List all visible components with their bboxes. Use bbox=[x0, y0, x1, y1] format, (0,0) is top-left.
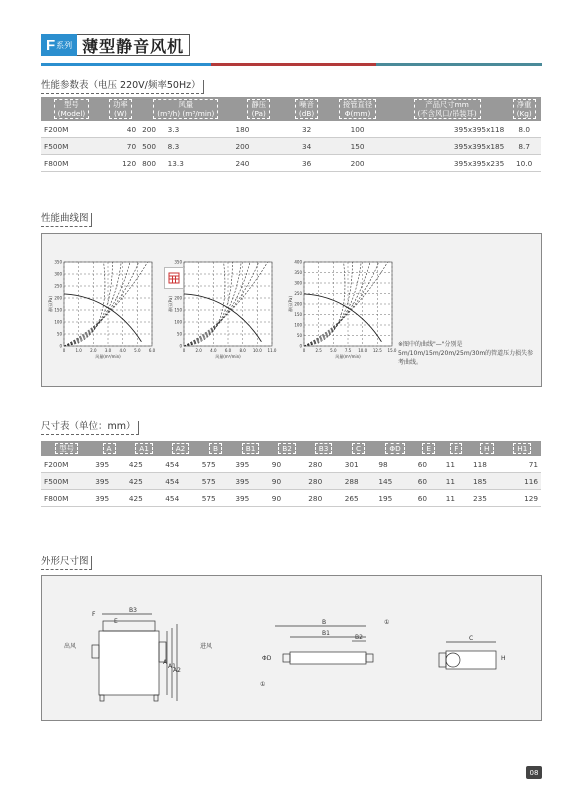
dims-cell: 395 bbox=[232, 490, 268, 507]
dims-cell: 425 bbox=[126, 456, 162, 473]
dims-cell: 280 bbox=[305, 473, 341, 490]
dims-header-cell bbox=[162, 441, 198, 456]
dims-cell: 280 bbox=[305, 456, 341, 473]
y-tick-label: 350 bbox=[174, 259, 182, 265]
x-tick-label: 10.0 bbox=[358, 348, 368, 353]
header-rule-teal bbox=[376, 63, 542, 66]
dims-cell: 145 bbox=[375, 473, 414, 490]
dims-header-cell bbox=[199, 441, 233, 456]
dims-cell: 90 bbox=[269, 490, 305, 507]
table-row bbox=[41, 490, 541, 507]
table-row: F200M 40 200 3.3 180 32 100 395x395x118 8.0 bbox=[41, 121, 541, 138]
dims-header-label: F bbox=[450, 443, 462, 454]
dims-section-title: 尺寸表（单位：mm） bbox=[41, 421, 139, 435]
y-tick-label: 100 bbox=[174, 319, 182, 325]
outline-panel bbox=[41, 575, 542, 721]
dims-cell: 301 bbox=[342, 456, 376, 473]
front-label-a2: A2 bbox=[173, 667, 181, 674]
table-row bbox=[41, 473, 541, 490]
dims-header-label: A2 bbox=[172, 443, 190, 454]
dims-cell: 395 bbox=[92, 456, 126, 473]
dims-header-label: H1 bbox=[513, 443, 531, 454]
x-tick-label: 2.5 bbox=[315, 348, 322, 353]
dims-cell: 425 bbox=[126, 473, 162, 490]
dims-header-label: A bbox=[103, 443, 116, 454]
y-tick-label: 50 bbox=[296, 333, 302, 338]
side-label-circle: ① bbox=[384, 619, 390, 626]
x-tick-label: 1.0 bbox=[75, 348, 82, 353]
dims-cell: 129 bbox=[504, 490, 541, 507]
dims-cell: 60 bbox=[415, 490, 443, 507]
page-title: 薄型静音风机 bbox=[77, 34, 190, 56]
y-tick-label: 150 bbox=[294, 312, 302, 317]
dims-cell: 90 bbox=[269, 456, 305, 473]
x-axis-label: 风量(m³/min) bbox=[215, 354, 241, 359]
front-label-inlet: 进风 bbox=[200, 643, 213, 650]
dims-cell: 395 bbox=[92, 473, 126, 490]
x-tick-label: 6.0 bbox=[148, 348, 156, 353]
x-axis-label: 风量(m³/min) bbox=[95, 354, 121, 359]
x-tick-label: 0 bbox=[182, 348, 186, 353]
end-label-c: C bbox=[469, 635, 474, 642]
page-header bbox=[41, 34, 190, 56]
dims-cell: 11 bbox=[443, 490, 470, 507]
y-tick-label: 100 bbox=[54, 319, 62, 325]
x-tick-label: 12.5 bbox=[372, 348, 382, 353]
dims-header-cell bbox=[342, 441, 376, 456]
front-label-a1: A1 bbox=[168, 663, 176, 670]
end-view bbox=[439, 635, 506, 669]
dims-header-cell bbox=[470, 441, 504, 456]
x-tick-label: 10.0 bbox=[252, 348, 262, 353]
dims-header-cell bbox=[415, 441, 443, 456]
dims-header-label: ΦD bbox=[385, 443, 404, 454]
dims-cell: 90 bbox=[269, 473, 305, 490]
y-tick-label: 300 bbox=[54, 271, 62, 277]
front-label-outlet: 出风 bbox=[64, 643, 77, 650]
x-tick-label: 5.0 bbox=[134, 348, 141, 353]
x-axis-label: 风量(m³/min) bbox=[335, 354, 361, 359]
front-label-f: F bbox=[92, 611, 96, 618]
x-tick-label: 6.0 bbox=[224, 348, 232, 353]
dims-cell: 575 bbox=[199, 490, 233, 507]
dims-header-label: B1 bbox=[242, 443, 260, 454]
perf-section-title: 性能参数表（电压 220V/频率50Hz） bbox=[41, 80, 204, 94]
header-rule-red bbox=[211, 63, 376, 66]
curves-note: ※图中的曲线"—"分别是5m/10m/15m/20m/25m/30m的管道压力损失参考曲线。 bbox=[398, 341, 534, 366]
dims-cell: 116 bbox=[504, 473, 541, 490]
dims-header-label: 型号 bbox=[55, 443, 78, 454]
dims-header-cell bbox=[126, 441, 162, 456]
y-tick-label: 400 bbox=[294, 259, 302, 265]
dims-header-cell bbox=[232, 441, 268, 456]
x-tick-label: 11.0 bbox=[267, 348, 277, 353]
perf-table bbox=[41, 97, 541, 172]
curves-section-title: 性能曲线图 bbox=[41, 213, 92, 227]
side-label-b: B bbox=[322, 619, 327, 626]
front-label-e: E bbox=[114, 618, 118, 625]
y-tick-label: 50 bbox=[176, 331, 182, 337]
header-rule-blue bbox=[41, 63, 211, 66]
dims-header-label: B3 bbox=[315, 443, 333, 454]
dims-cell: 265 bbox=[342, 490, 376, 507]
x-tick-label: 0 bbox=[62, 348, 66, 353]
curves-panel bbox=[41, 233, 542, 387]
x-tick-label: 0 bbox=[302, 348, 306, 353]
dims-header-cell bbox=[41, 441, 92, 456]
y-tick-label: 350 bbox=[54, 259, 62, 265]
dims-cell: 454 bbox=[162, 473, 198, 490]
side-label-d: ΦD bbox=[262, 655, 272, 662]
dims-cell: 11 bbox=[443, 456, 470, 473]
y-tick-label: 350 bbox=[294, 270, 302, 275]
dims-cell: 11 bbox=[443, 473, 470, 490]
dims-header-label: E bbox=[422, 443, 435, 454]
dims-header-label: A1 bbox=[135, 443, 153, 454]
dims-header-cell bbox=[305, 441, 341, 456]
end-label-h1: H bbox=[501, 655, 506, 662]
dims-cell: 395 bbox=[232, 456, 268, 473]
dims-cell: 280 bbox=[305, 490, 341, 507]
curve-chart-1 bbox=[47, 260, 156, 360]
front-label-a: A bbox=[163, 659, 168, 666]
y-tick-label: 100 bbox=[294, 322, 302, 328]
table-row: F500M 70 500 8.3 200 34 150 395x395x185 8.7 bbox=[41, 138, 541, 155]
table-row bbox=[41, 456, 541, 473]
x-tick-label: 8.0 bbox=[239, 348, 246, 353]
dims-cell: 454 bbox=[162, 490, 198, 507]
dims-cell: 185 bbox=[470, 473, 504, 490]
dims-header-cell bbox=[443, 441, 470, 456]
dims-header-label: B bbox=[209, 443, 222, 454]
dims-cell: 60 bbox=[415, 473, 443, 490]
side-label-b1: B1 bbox=[322, 630, 330, 637]
table-row: F800M 120 800 13.3 240 36 200 395x395x235 10.0 bbox=[41, 155, 541, 172]
x-tick-label: 4.0 bbox=[210, 348, 217, 353]
side-label-b2: B2 bbox=[355, 634, 363, 641]
x-tick-label: 7.5 bbox=[344, 348, 352, 353]
dims-table bbox=[41, 441, 541, 507]
dims-cell: 71 bbox=[504, 456, 541, 473]
outline-drawing bbox=[42, 576, 541, 720]
y-tick-label: 300 bbox=[294, 280, 302, 286]
series-badge: F 系列 bbox=[41, 34, 77, 56]
dims-cell: 235 bbox=[470, 490, 504, 507]
table-icon[interactable] bbox=[164, 267, 184, 289]
dims-cell: 575 bbox=[199, 473, 233, 490]
x-tick-label: 15.0 bbox=[387, 348, 397, 353]
dims-cell: F500M bbox=[41, 473, 92, 490]
side-label-circle2: ① bbox=[260, 681, 266, 688]
dims-header-label: H bbox=[480, 443, 494, 454]
x-tick-label: 2.0 bbox=[195, 348, 202, 353]
y-tick-label: 200 bbox=[294, 301, 302, 307]
dims-table-header bbox=[41, 441, 541, 456]
front-view bbox=[64, 607, 212, 701]
dims-header-label: C bbox=[352, 443, 365, 454]
y-tick-label: 250 bbox=[294, 291, 302, 296]
dims-cell: 118 bbox=[470, 456, 504, 473]
y-tick-label: 150 bbox=[174, 307, 182, 313]
y-axis-label: 静压(Pa) bbox=[48, 296, 53, 312]
y-tick-label: 0 bbox=[59, 343, 62, 349]
dims-cell: 98 bbox=[375, 456, 414, 473]
dims-cell: 425 bbox=[126, 490, 162, 507]
dims-cell: F200M bbox=[41, 456, 92, 473]
dims-header-cell bbox=[504, 441, 541, 456]
y-tick-label: 250 bbox=[54, 283, 62, 289]
dims-cell: 395 bbox=[92, 490, 126, 507]
front-label-b3: B3 bbox=[129, 607, 137, 614]
x-tick-label: 2.0 bbox=[90, 348, 97, 353]
perf-table-header: 型号 (Model) 功率 (W) 风量 (m³/h) (m³/min) 静压 (Pa) 噪音 (dB) 接管直径 Φ(mm) 产品尺寸mm (不含风口/吊装耳) 净重 (Kg) bbox=[41, 97, 541, 121]
side-view bbox=[260, 619, 389, 688]
x-tick-label: 4.0 bbox=[119, 348, 126, 353]
dims-cell: 60 bbox=[415, 456, 443, 473]
dims-cell: 288 bbox=[342, 473, 376, 490]
y-tick-label: 50 bbox=[56, 331, 62, 337]
outline-section-title: 外形尺寸图 bbox=[41, 556, 92, 570]
y-tick-label: 200 bbox=[54, 295, 62, 301]
y-tick-label: 150 bbox=[54, 307, 62, 313]
dims-header-cell bbox=[375, 441, 414, 456]
dims-cell: 575 bbox=[199, 456, 233, 473]
y-axis-label: 静压(Pa) bbox=[168, 296, 173, 312]
dims-header-cell bbox=[92, 441, 126, 456]
dims-cell: F800M bbox=[41, 490, 92, 507]
y-tick-label: 200 bbox=[174, 295, 182, 301]
dims-header-label: B2 bbox=[278, 443, 296, 454]
curve-chart-3 bbox=[287, 260, 397, 360]
page-number: 08 bbox=[526, 766, 542, 779]
dims-cell: 195 bbox=[375, 490, 414, 507]
dims-cell: 395 bbox=[232, 473, 268, 490]
dims-cell: 454 bbox=[162, 456, 198, 473]
x-tick-label: 3.0 bbox=[104, 348, 112, 353]
y-tick-label: 0 bbox=[299, 343, 302, 349]
dims-header-cell bbox=[269, 441, 305, 456]
y-axis-label: 静压(Pa) bbox=[288, 296, 293, 312]
y-tick-label: 0 bbox=[179, 343, 182, 349]
x-tick-label: 5.0 bbox=[330, 348, 337, 353]
